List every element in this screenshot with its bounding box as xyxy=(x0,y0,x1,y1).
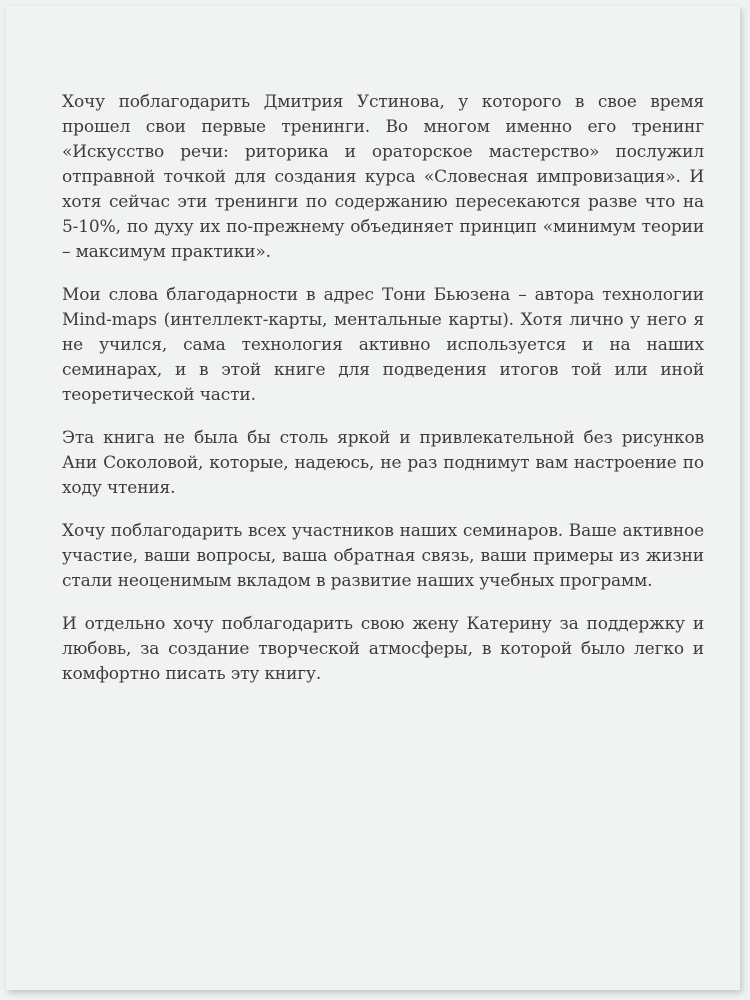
acknowledgements-text xyxy=(62,90,704,705)
paragraph-ustinov: Хочу поблагодарить Дмитрия Устинова, у которого в свое время прошел свои первые тренинги. Во многом именно его тренинг «Искусство речи: риторика и ораторское мастерство» послужил отправной точкой для создания курса «Словесная импровизация». И хотя сейчас эти тренинги по содержанию пересекаются разве что на 5-10%, по духу их по-прежнему объединяет принцип «минимум теории – максимум практики». xyxy=(62,92,704,262)
paragraph-buzan: Мои слова благодарности в адрес Тони Бьюзена – автора технологии Mind-maps (интеллект-карты, ментальные карты). Хотя лично у него я не учился, сама технология активно используется и на наших семинарах, и в этой книге для подведения итогов той или иной теоретической части. xyxy=(62,285,704,405)
book-page xyxy=(6,6,740,990)
paragraph-participants: Хочу поблагодарить всех участников наших семинаров. Ваше активное участие, ваши вопросы, ваша обратная связь, ваши примеры из жизни стали неоценимым вкладом в развитие наших учебных программ. xyxy=(62,521,704,591)
paragraph-sokolova: Эта книга не была бы столь яркой и привлекательной без рисунков Ани Соколовой, которые, надеюсь, не раз поднимут вам настроение по ходу чтения. xyxy=(62,428,704,498)
paragraph-wife: И отдельно хочу поблагодарить свою жену Катерину за поддержку и любовь, за создание творческой атмосферы, в которой было легко и комфортно писать эту книгу. xyxy=(62,614,704,684)
